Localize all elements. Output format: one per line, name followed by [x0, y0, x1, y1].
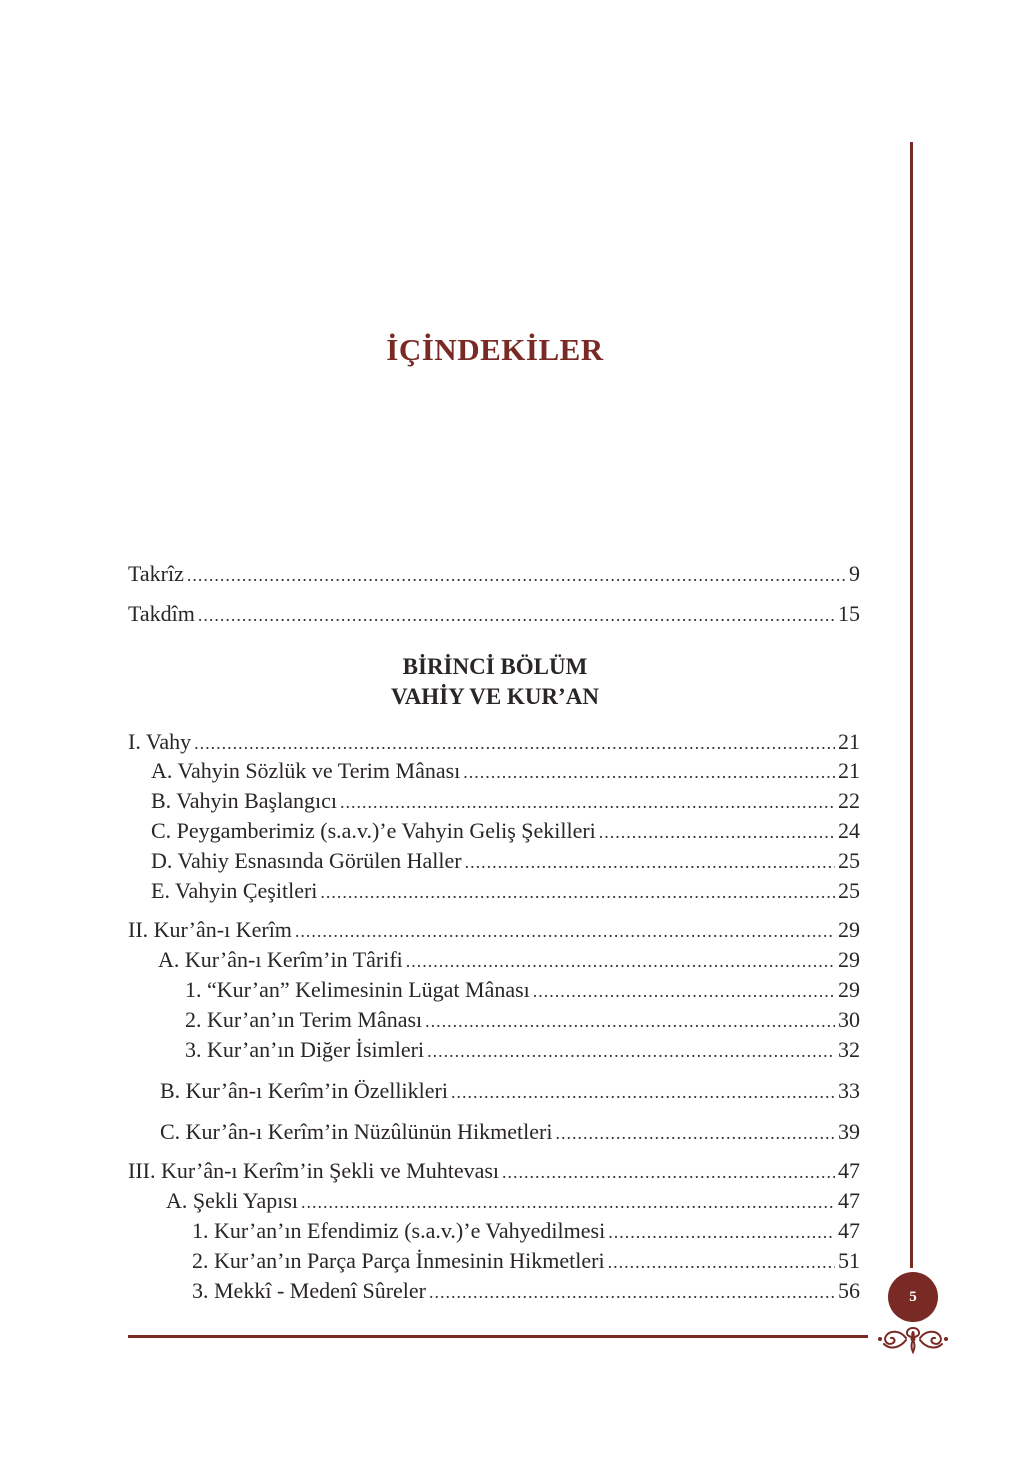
footer-rule: [128, 1335, 868, 1338]
toc-entry-page: 47: [838, 1158, 860, 1183]
toc-entry-page: 22: [838, 788, 860, 813]
toc-entry-label: B. Vahyin Başlangıcı: [151, 788, 337, 813]
toc-entry[interactable]: [160, 1118, 860, 1147]
toc-entry-label: 3. Mekkî - Medenî Sûreler: [192, 1278, 426, 1303]
toc-entry-page: 29: [838, 917, 860, 942]
page-title: İÇİNDEKİLER: [386, 332, 604, 367]
dot-leader: [295, 917, 835, 945]
toc-entry-label: E. Vahyin Çeşitleri: [151, 878, 318, 903]
toc-entry[interactable]: [151, 787, 860, 816]
toc-entry[interactable]: [192, 1247, 860, 1276]
toc-entry[interactable]: [151, 757, 860, 786]
toc-entry-page: 25: [838, 848, 860, 873]
toc-entry-label: B. Kur’ân-ı Kerîm’in Özellikleri: [160, 1078, 448, 1103]
dot-leader: [608, 1218, 835, 1246]
toc-entry[interactable]: [166, 1187, 860, 1216]
toc-entry-label: A. Şekli Yapısı: [166, 1188, 299, 1213]
toc-entry[interactable]: [192, 1217, 860, 1246]
dot-leader: [425, 1007, 835, 1035]
toc-entry-page: 30: [838, 1007, 860, 1032]
dot-leader: [533, 977, 835, 1005]
dot-leader: [406, 947, 835, 975]
dot-leader: [502, 1158, 835, 1186]
dot-leader: [429, 1278, 835, 1306]
toc-entry-label: 2. Kur’an’ın Parça Parça İnmesinin Hikmetleri: [192, 1248, 605, 1273]
toc-entry[interactable]: [128, 1157, 860, 1186]
toc-entry-label: 3. Kur’an’ın Diğer İsimleri: [185, 1037, 425, 1062]
toc-entry-label: 1. “Kur’an” Kelimesinin Lügat Mânası: [185, 977, 530, 1002]
toc-entry-page: 47: [838, 1188, 860, 1213]
toc-entry-page: 21: [838, 758, 860, 783]
dot-leader: [465, 848, 835, 876]
toc-entry[interactable]: [151, 847, 860, 876]
section-heading-line2: VAHİY VE KUR’AN: [391, 684, 599, 709]
toc-entry-label: I. Vahy: [128, 729, 192, 754]
toc-entry-page: 47: [838, 1218, 860, 1243]
toc-entry-label: 1. Kur’an’ın Efendimiz (s.a.v.)’e Vahyedilmesi: [192, 1218, 606, 1243]
toc-entry-takdim[interactable]: [128, 600, 860, 629]
toc-entry-page: 15: [838, 601, 860, 626]
toc-entry[interactable]: [128, 728, 860, 757]
toc-entry[interactable]: [151, 817, 860, 846]
toc-entry-label: Takdîm: [128, 601, 195, 626]
section-heading-line1: BİRİNCİ BÖLÜM: [402, 654, 588, 679]
ornament-icon: [876, 1322, 950, 1356]
dot-leader: [427, 1037, 835, 1065]
toc-entry[interactable]: [185, 976, 860, 1005]
toc-entry[interactable]: [151, 877, 860, 906]
dot-leader: [198, 601, 835, 629]
dot-leader: [340, 788, 835, 816]
toc-entry[interactable]: [192, 1277, 860, 1306]
toc-entry[interactable]: [185, 1006, 860, 1035]
toc-entry[interactable]: [158, 946, 860, 975]
toc-entry-label: 2. Kur’an’ın Terim Mânası: [185, 1007, 423, 1032]
toc-entry[interactable]: [160, 1077, 860, 1106]
toc-entry-page: 21: [838, 729, 860, 754]
toc-entry[interactable]: [185, 1036, 860, 1065]
dot-leader: [608, 1248, 835, 1276]
toc-entry-page: 29: [838, 947, 860, 972]
toc-entry-label: D. Vahiy Esnasında Görülen Haller: [151, 848, 462, 873]
dot-leader: [555, 1119, 835, 1147]
toc-entry-page: 56: [838, 1278, 860, 1303]
toc-entry-page: 9: [849, 561, 860, 586]
toc-entry-page: 51: [838, 1248, 860, 1273]
dot-leader: [194, 729, 835, 757]
toc-entry-label: A. Kur’ân-ı Kerîm’in Târifi: [158, 947, 403, 972]
toc-entry-page: 33: [838, 1078, 860, 1103]
dot-leader: [320, 878, 835, 906]
toc-entry-page: 32: [838, 1037, 860, 1062]
dot-leader: [187, 561, 846, 589]
dot-leader: [301, 1188, 835, 1216]
toc-entry-page: 39: [838, 1119, 860, 1144]
dot-leader: [451, 1078, 835, 1106]
toc-entry-label: A. Vahyin Sözlük ve Terim Mânası: [151, 758, 461, 783]
dot-leader: [463, 758, 835, 786]
page-number-badge: 5: [888, 1272, 938, 1322]
toc-entry-page: 29: [838, 977, 860, 1002]
toc-entry-label: Takrîz: [128, 561, 184, 586]
toc-entry-label: C. Kur’ân-ı Kerîm’in Nüzûlünün Hikmetleri: [160, 1119, 553, 1144]
toc-entry-label: II. Kur’ân-ı Kerîm: [128, 917, 292, 942]
toc-entry-takriz[interactable]: [128, 560, 860, 589]
toc-entry-page: 25: [838, 878, 860, 903]
toc-entry-label: C. Peygamberimiz (s.a.v.)’e Vahyin Geliş Şekilleri: [151, 818, 596, 843]
toc-entry[interactable]: [128, 916, 860, 945]
toc-entry-label: III. Kur’ân-ı Kerîm’in Şekli ve Muhtevası: [128, 1158, 500, 1183]
dot-leader: [599, 818, 835, 846]
toc-entry-page: 24: [838, 818, 860, 843]
